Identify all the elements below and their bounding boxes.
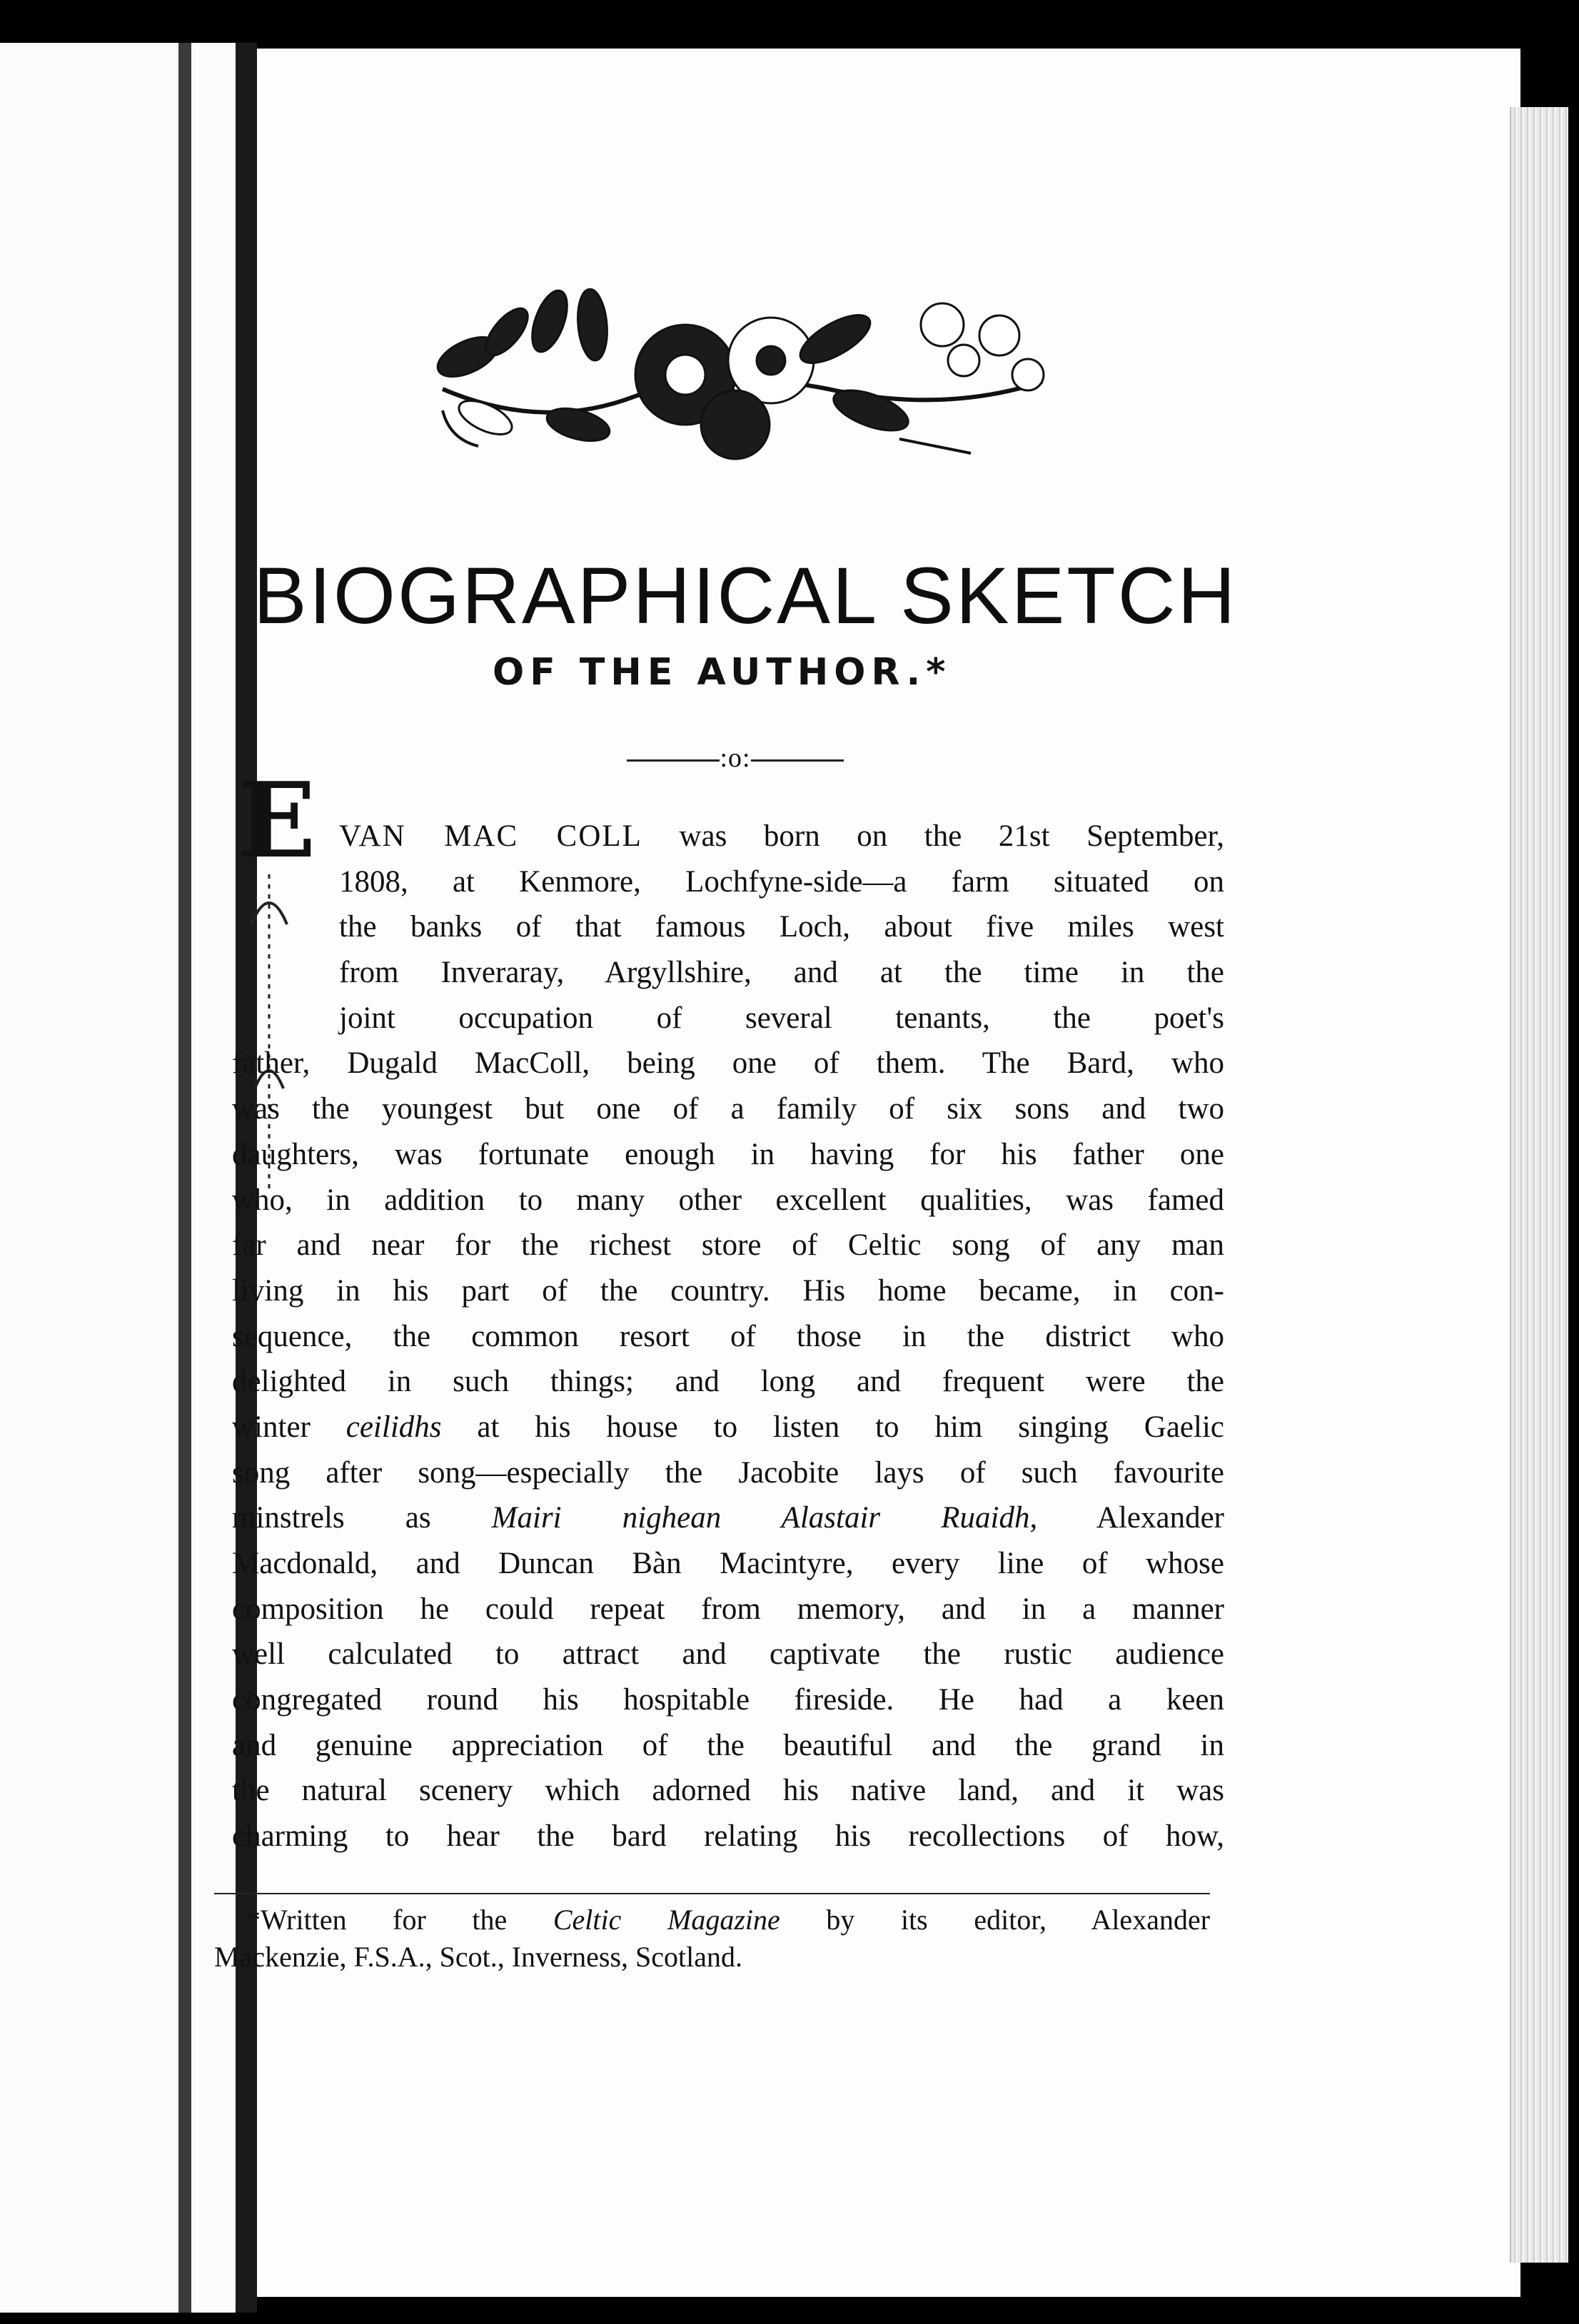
drop-cap-letter: E: [237, 760, 316, 881]
footnote: [214, 1901, 1210, 1976]
divider-rule-right: [751, 759, 844, 762]
text-line: who, in addition to many other excellent qualities, was famed: [232, 1183, 1224, 1217]
text-segment: was born on the 21st September,: [642, 819, 1224, 853]
text-line: the natural scenery which adorned his native land, and it was: [232, 1774, 1224, 1808]
text-line: charming to hear the bard relating his recollections of how,: [232, 1819, 1224, 1854]
divider-rule-left: [627, 759, 720, 762]
text-line: living in his part of the country. His home became, in con-: [232, 1273, 1224, 1308]
divider-mark: :o:: [720, 743, 751, 773]
italic-term: Celtic Magazine: [553, 1904, 780, 1936]
text-line: and genuine appreciation of the beautiful and the grand in: [232, 1728, 1224, 1762]
text-line: was the youngest but one of a family of six sons and two: [232, 1092, 1224, 1126]
text-line: the banks of that famous Loch, about five miles west: [339, 910, 1224, 944]
text-line: well calculated to attract and captivate the rustic audience: [232, 1637, 1224, 1672]
page-edges: [1510, 107, 1568, 2263]
text-segment: minstrels as: [232, 1501, 492, 1535]
footnote-rule: [214, 1893, 1210, 1894]
text-line: father, Dugald MacColl, being one of them. The Bard, who: [232, 1046, 1224, 1081]
text-line: composition he could repeat from memory, and in a manner: [232, 1592, 1224, 1626]
book-spine: [178, 43, 191, 2313]
floral-ornament-icon: [400, 282, 1085, 468]
text-line: far and near for the richest store of Celtic song of any man: [232, 1228, 1224, 1263]
text-segment: by its editor, Alexander: [780, 1904, 1211, 1936]
italic-term: ceilidhs: [345, 1410, 442, 1444]
text-line: daughters, was fortunate enough in having for his father one: [232, 1137, 1224, 1171]
footnote-line: Mackenzie, F.S.A., Scot., Inverness, Scotland.: [214, 1941, 742, 1973]
text-segment: Alexander: [1037, 1501, 1224, 1535]
text-line: from Inveraray, Argyllshire, and at the time in the: [339, 956, 1224, 990]
text-line: Macdonald, and Duncan Bàn Macintyre, every line of whose: [232, 1547, 1224, 1580]
facing-page: [0, 43, 236, 2313]
text-segment: *Written for the: [246, 1904, 553, 1936]
text-segment: winter: [232, 1410, 346, 1444]
text-line: [232, 1495, 1224, 1541]
text-line: [232, 814, 1224, 859]
text-line: joint occupation of several tenants, the poet's: [339, 1001, 1224, 1035]
text-line: sequence, the common resort of those in the district who: [232, 1319, 1224, 1353]
italic-term: Mairi nighean Alastair Ruaidh,: [491, 1501, 1038, 1535]
text-segment: at his house to listen to him singing Gaelic: [441, 1410, 1224, 1444]
page-subtitle: OF THE AUTHOR.*: [493, 651, 952, 694]
footnote-line: [214, 1901, 1210, 1939]
text-line: delighted in such things; and long and frequent were the: [232, 1365, 1224, 1399]
opening-small-caps: VAN MAC COLL: [339, 819, 642, 853]
text-line: [232, 1405, 1224, 1450]
text-line: 1808, at Kenmore, Lochfyne-side—a farm situated on: [339, 864, 1224, 899]
biography-text: [232, 814, 1224, 1859]
text-line: congregated round his hospitable fireside. He had a keen: [232, 1683, 1224, 1717]
section-divider: [614, 742, 857, 774]
page-title: BIOGRAPHICAL SKETCH: [253, 551, 1238, 640]
text-line: song after song—especially the Jacobite lays of such favourite: [232, 1455, 1224, 1490]
